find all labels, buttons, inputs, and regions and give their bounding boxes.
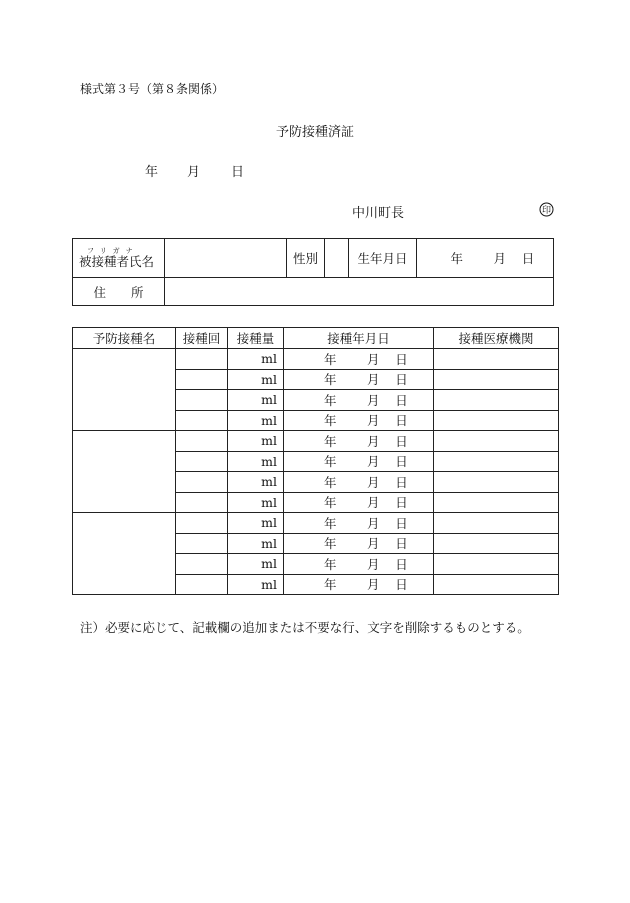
- vaccination-date-field[interactable]: [284, 513, 434, 534]
- header-vaccination-date: 接種年月日: [284, 328, 434, 349]
- person-info-table: [72, 238, 554, 306]
- dose-number-field[interactable]: [176, 349, 228, 370]
- date-month: 月: [366, 433, 380, 449]
- issue-date: [145, 161, 244, 180]
- dose-number-field[interactable]: [176, 431, 228, 452]
- dose-number-field[interactable]: [176, 533, 228, 554]
- date-month: 月: [366, 351, 380, 367]
- date-day: 日: [395, 454, 408, 470]
- date-day: 日: [395, 577, 408, 593]
- issue-month: 月: [187, 165, 201, 180]
- seal-char: 印: [541, 206, 551, 216]
- date-month: 月: [366, 413, 380, 429]
- medical-institution-field[interactable]: [434, 492, 559, 513]
- vaccination-date-field[interactable]: [284, 472, 434, 493]
- dose-number-field[interactable]: [176, 472, 228, 493]
- dose-number-field[interactable]: [176, 554, 228, 575]
- medical-institution-field[interactable]: [434, 451, 559, 472]
- dose-amount-field[interactable]: [228, 431, 284, 452]
- medical-institution-field[interactable]: [434, 472, 559, 493]
- dose-number-field[interactable]: [176, 492, 228, 513]
- vaccination-table: [72, 327, 559, 595]
- issue-year: 年: [145, 165, 159, 180]
- table-row: [73, 431, 559, 452]
- dose-number-field[interactable]: [176, 410, 228, 431]
- date-year: 年: [323, 392, 337, 408]
- dose-amount-field[interactable]: [228, 451, 284, 472]
- date-day: 日: [395, 433, 408, 449]
- dob-year: 年: [450, 251, 463, 266]
- table-row: [73, 349, 559, 370]
- form-number: 様式第３号（第８条関係）: [80, 82, 225, 96]
- date-month: 月: [366, 454, 380, 470]
- unit-label: ml: [261, 453, 277, 469]
- dose-amount-field[interactable]: [228, 492, 284, 513]
- date-day: 日: [395, 474, 408, 490]
- dose-amount-field[interactable]: [228, 554, 284, 575]
- date-day: 日: [395, 413, 408, 429]
- footnote: 注）必要に応じて、記載欄の追加または不要な行、文字を削除するものとする。: [80, 620, 530, 635]
- dose-amount-field[interactable]: [228, 410, 284, 431]
- dose-number-field[interactable]: [176, 390, 228, 411]
- vaccination-date-field[interactable]: [284, 492, 434, 513]
- name-field[interactable]: [165, 239, 287, 278]
- vaccination-header-row: [73, 328, 559, 349]
- date-year: 年: [323, 556, 337, 572]
- vaccination-date-field[interactable]: [284, 431, 434, 452]
- date-year: 年: [323, 577, 337, 593]
- dose-amount-field[interactable]: [228, 390, 284, 411]
- unit-label: ml: [261, 515, 277, 531]
- vaccination-date-field[interactable]: [284, 451, 434, 472]
- dose-amount-field[interactable]: [228, 513, 284, 534]
- vaccination-date-field[interactable]: [284, 410, 434, 431]
- unit-label: ml: [261, 433, 277, 449]
- address-field[interactable]: [165, 278, 554, 306]
- name-label-cell: [73, 239, 165, 278]
- date-month: 月: [366, 474, 380, 490]
- dob-month: 月: [493, 251, 506, 266]
- date-day: 日: [395, 392, 408, 408]
- dose-amount-field[interactable]: [228, 472, 284, 493]
- dose-amount-field[interactable]: [228, 349, 284, 370]
- date-year: 年: [323, 515, 337, 531]
- medical-institution-field[interactable]: [434, 533, 559, 554]
- vaccination-date-field[interactable]: [284, 533, 434, 554]
- date-day: 日: [395, 372, 408, 388]
- date-day: 日: [395, 351, 408, 367]
- name-label: 被接種者氏名: [79, 254, 155, 269]
- date-month: 月: [366, 515, 380, 531]
- vaccination-date-field[interactable]: [284, 369, 434, 390]
- unit-label: ml: [261, 412, 277, 428]
- dose-number-field[interactable]: [176, 369, 228, 390]
- date-year: 年: [323, 474, 337, 490]
- unit-label: ml: [261, 371, 277, 387]
- vaccine-name-field[interactable]: [73, 513, 176, 595]
- date-day: 日: [395, 556, 408, 572]
- unit-label: ml: [261, 351, 277, 367]
- date-year: 年: [323, 351, 337, 367]
- dose-amount-field[interactable]: [228, 574, 284, 595]
- dob-field[interactable]: [417, 239, 554, 278]
- date-year: 年: [323, 433, 337, 449]
- date-year: 年: [323, 454, 337, 470]
- medical-institution-field[interactable]: [434, 390, 559, 411]
- sex-field[interactable]: [325, 239, 349, 278]
- dose-number-field[interactable]: [176, 574, 228, 595]
- header-medical-institution: 接種医療機関: [434, 328, 559, 349]
- unit-label: ml: [261, 556, 277, 572]
- medical-institution-field[interactable]: [434, 349, 559, 370]
- page-title: 予防接種済証: [275, 125, 354, 140]
- date-month: 月: [366, 556, 380, 572]
- unit-label: ml: [261, 494, 277, 510]
- dob-day: 日: [521, 251, 535, 266]
- date-year: 年: [323, 495, 337, 511]
- date-month: 月: [366, 536, 380, 552]
- vaccination-date-field[interactable]: [284, 574, 434, 595]
- medical-institution-field[interactable]: [434, 431, 559, 452]
- header-dose-number: 接種回: [176, 328, 228, 349]
- vaccine-name-field[interactable]: [73, 349, 176, 431]
- date-year: 年: [323, 413, 337, 429]
- dose-number-field[interactable]: [176, 451, 228, 472]
- sex-label: 性別: [287, 239, 325, 278]
- unit-label: ml: [261, 474, 277, 490]
- dose-amount-field[interactable]: [228, 369, 284, 390]
- table-row: [73, 513, 559, 534]
- date-day: 日: [395, 515, 408, 531]
- issue-day: 日: [231, 165, 245, 180]
- header-vaccine-name: 予防接種名: [73, 328, 176, 349]
- date-year: 年: [323, 536, 337, 552]
- medical-institution-field[interactable]: [434, 410, 559, 431]
- medical-institution-field[interactable]: [434, 369, 559, 390]
- date-year: 年: [323, 372, 337, 388]
- date-month: 月: [366, 392, 380, 408]
- unit-label: ml: [261, 535, 277, 551]
- medical-institution-field[interactable]: [434, 513, 559, 534]
- dose-amount-field[interactable]: [228, 533, 284, 554]
- unit-label: ml: [261, 392, 277, 408]
- vaccination-date-field[interactable]: [284, 349, 434, 370]
- dob-label: 生年月日: [349, 239, 417, 278]
- medical-institution-field[interactable]: [434, 574, 559, 595]
- address-label: 住 所: [73, 278, 165, 306]
- vaccination-date-field[interactable]: [284, 554, 434, 575]
- medical-institution-field[interactable]: [434, 554, 559, 575]
- seal-mark: [539, 202, 554, 217]
- vaccine-name-field[interactable]: [73, 431, 176, 513]
- date-month: 月: [366, 495, 380, 511]
- header-dose-amount: 接種量: [228, 328, 284, 349]
- date-day: 日: [395, 536, 408, 552]
- vaccination-date-field[interactable]: [284, 390, 434, 411]
- date-month: 月: [366, 577, 380, 593]
- issuer-name: 中川町長: [352, 206, 405, 221]
- furigana-label: フリガナ: [87, 247, 139, 255]
- date-month: 月: [366, 372, 380, 388]
- dose-number-field[interactable]: [176, 513, 228, 534]
- unit-label: ml: [261, 576, 277, 592]
- date-day: 日: [395, 495, 408, 511]
